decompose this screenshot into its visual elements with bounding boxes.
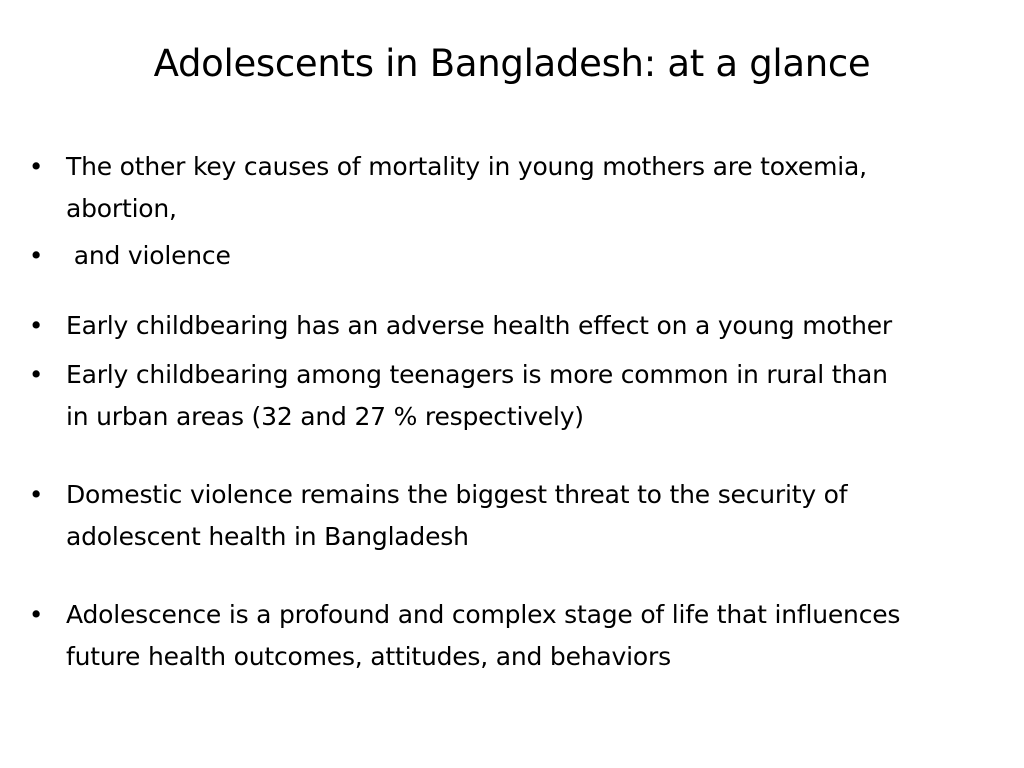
- bullet-point-icon: •: [28, 600, 44, 629]
- bullet-item: [28, 305, 1006, 347]
- bullet-item: [28, 354, 1006, 438]
- bullet-point-icon: •: [28, 152, 44, 181]
- bullet-text-line: Adolescence is a profound and complex stage of life that influences: [66, 600, 901, 629]
- bullet-item: [28, 594, 1006, 678]
- bullet-text-line: in urban areas (32 and 27 % respectively): [66, 402, 584, 431]
- bullet-text-line: adolescent health in Bangladesh: [66, 522, 469, 551]
- bullet-point-icon: •: [28, 311, 44, 340]
- bullet-text-line: Domestic violence remains the biggest threat to the security of: [66, 480, 848, 509]
- bullet-item: [28, 474, 1006, 558]
- bullet-point-icon: •: [28, 241, 44, 270]
- slide-title: Adolescents in Bangladesh: at a glance: [153, 42, 871, 85]
- bullet-text-line: abortion,: [66, 194, 177, 223]
- bullet-text-line: The other key causes of mortality in young mothers are toxemia,: [66, 152, 867, 181]
- bullet-point-icon: •: [28, 360, 44, 389]
- bullet-text-line: and violence: [66, 241, 231, 270]
- bullet-point-icon: •: [28, 480, 44, 509]
- bullet-item: [28, 235, 1006, 277]
- bullet-text-line: future health outcomes, attitudes, and behaviors: [66, 642, 671, 671]
- bullet-text-line: Early childbearing among teenagers is more common in rural than: [66, 360, 888, 389]
- bullet-item: [28, 146, 1006, 230]
- bullet-text-line: Early childbearing has an adverse health effect on a young mother: [66, 311, 892, 340]
